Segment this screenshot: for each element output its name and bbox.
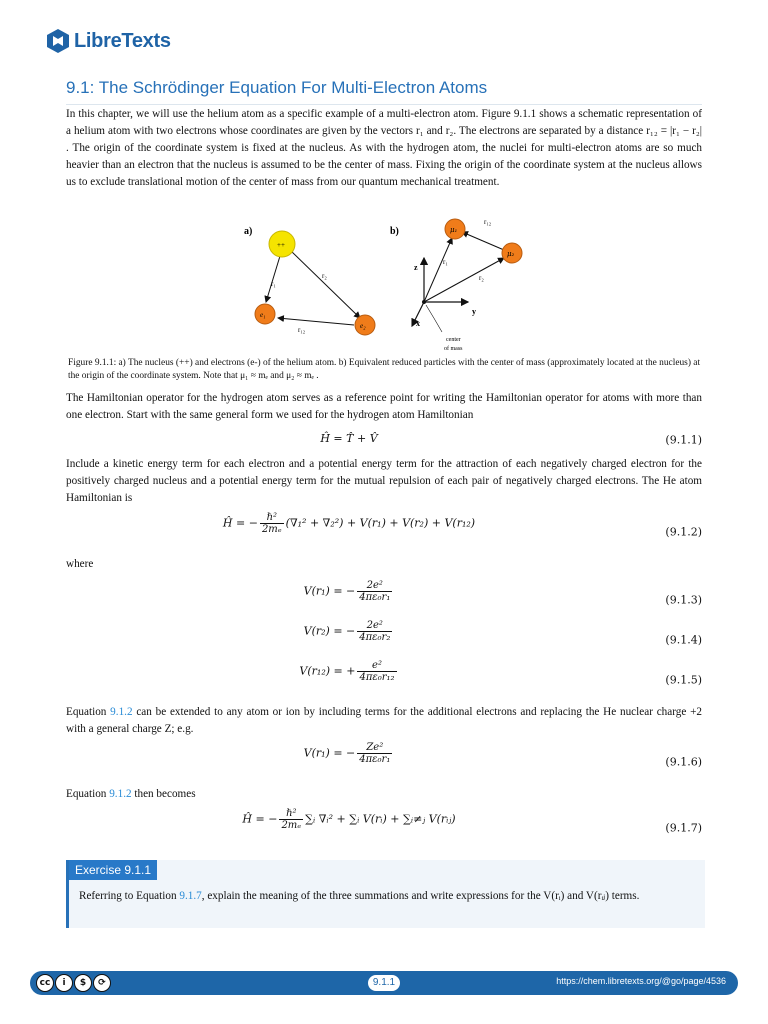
mu1-label: μ₁ bbox=[450, 226, 458, 234]
equation-link[interactable]: 9.1.2 bbox=[110, 706, 133, 718]
equation-number: (9.1.1) bbox=[665, 433, 702, 447]
denominator: 4πε₀r₁ bbox=[359, 592, 391, 603]
equation-link[interactable]: 9.1.7 bbox=[179, 890, 202, 902]
equation-number: (9.1.2) bbox=[665, 525, 702, 539]
extension-paragraph bbox=[66, 704, 702, 738]
equation-9-1-6 bbox=[66, 742, 702, 782]
equation-number: (9.1.3) bbox=[665, 593, 702, 607]
fraction bbox=[357, 660, 396, 683]
eq-rhs: (∇₁² + ∇₂²) + V(r₁) + V(r₂) + V(r₁₂) bbox=[285, 516, 476, 530]
fraction bbox=[357, 620, 392, 643]
com-label-2: of mass bbox=[444, 346, 463, 352]
logo-text: LibreTexts bbox=[74, 29, 171, 52]
center-of-mass-dot bbox=[422, 300, 426, 304]
equation-expression bbox=[66, 808, 632, 831]
intro-paragraph: In this chapter, we will use the helium atom as a specific example of a multi-electron atom. Figure 9.1.1 shows a schematic representation of a helium atom with two electrons whose coordinates are given by the vectors r₁ and r₂. The electrons are separated by a distance r₁₂ = |r₁ − r₂| . The origin of the coordinate system is fixed at the nucleus. As with the hydrogen atom, the nuclei for multi-electron atoms are so much heavier than an electron that the nucleus is assumed to be the center of mass. Fixing the origin of the coordinate system at the nucleus allows us to exclude translational motion of the center of mass from our quantum mechanical treatment. bbox=[66, 108, 702, 188]
vector-r1-b bbox=[424, 238, 452, 302]
vector-r2-a bbox=[290, 250, 360, 318]
exercise-box bbox=[66, 860, 705, 928]
eq-lhs: V(r₁) = − bbox=[303, 584, 356, 598]
numerator: 2e² bbox=[357, 580, 392, 592]
libretexts-logo-icon bbox=[46, 28, 70, 54]
text-fragment: Referring to Equation bbox=[79, 890, 180, 902]
r12-label-a: r₁₂ bbox=[298, 326, 306, 334]
axis-y-label: y bbox=[472, 307, 476, 316]
text-fragment: can be extended to any atom or ion by including terms for the additional electrons and replacing the He nuclear charge +2 with a general charge Z; e.g. bbox=[66, 706, 702, 735]
he-hamiltonian-paragraph: Include a kinetic energy term for each electron and a potential energy term for the attraction of each negatively charged electron for the positively charged nucleus and a potential energy term for the mutual repulsion of each pair of negatively charged electrons. The He atom Hamiltonian is bbox=[66, 458, 702, 504]
text-fragment: , explain the meaning of the three summations and write expressions for the V(rᵢ) and V(rᵢⱼ) terms. bbox=[201, 890, 640, 902]
where-text: where bbox=[66, 558, 94, 570]
equation-expression bbox=[66, 620, 632, 643]
denominator: 2mₑ bbox=[261, 524, 282, 535]
cc-icon: cc bbox=[36, 974, 54, 992]
page-footer bbox=[30, 971, 738, 995]
by-icon: i bbox=[55, 974, 73, 992]
equation-number: (9.1.4) bbox=[665, 633, 702, 647]
page-number: 9.1.1 bbox=[368, 975, 400, 991]
numerator: Ze² bbox=[357, 742, 392, 754]
electron-2-label: e₂ bbox=[360, 322, 366, 330]
figure-label-b: b) bbox=[390, 226, 399, 237]
equation-9-1-2 bbox=[66, 512, 702, 552]
cc-license-badge[interactable] bbox=[36, 973, 111, 993]
text-fragment: then becomes bbox=[131, 788, 196, 800]
numerator: 2e² bbox=[357, 620, 392, 632]
numerator: ℏ² bbox=[260, 512, 284, 524]
r1-label-b: r₁ bbox=[443, 258, 448, 266]
equation-expression: Ĥ = T̂ + V̂ bbox=[320, 432, 378, 445]
r2-label-b: r₂ bbox=[479, 274, 484, 282]
fraction bbox=[357, 742, 392, 765]
vector-r2-b bbox=[424, 258, 504, 302]
fraction bbox=[357, 580, 392, 603]
vector-r12-b bbox=[462, 232, 504, 250]
equation-number: (9.1.6) bbox=[665, 755, 702, 769]
center-of-mass-pointer bbox=[426, 305, 442, 332]
equation-expression bbox=[66, 512, 632, 535]
eq-lhs: V(r₁) = − bbox=[303, 746, 356, 760]
text-fragment: Equation bbox=[66, 788, 110, 800]
numerator: e² bbox=[357, 660, 396, 672]
equation-9-1-4 bbox=[66, 620, 702, 660]
exercise-text bbox=[79, 888, 691, 905]
eq-lhs: Ĥ = − bbox=[222, 516, 258, 530]
axis-z-label: z bbox=[414, 263, 418, 272]
equation-number: (9.1.5) bbox=[665, 673, 702, 687]
axis-x-label: x bbox=[416, 319, 420, 328]
equation-9-1-3 bbox=[66, 580, 702, 620]
com-label-1: center bbox=[446, 337, 461, 343]
denominator: 2mₑ bbox=[281, 820, 302, 831]
equation-expression bbox=[66, 580, 632, 603]
numerator: ℏ² bbox=[279, 808, 303, 820]
hamiltonian-intro: The Hamiltonian operator for the hydrogen atom serves as a reference point for writing the Hamiltonian operator for atoms with more than one electron. Start with the same general form we used for the hydrogen atom Hamiltonian bbox=[66, 392, 702, 421]
page-url[interactable]: https://chem.libretexts.org/@go/page/4536 bbox=[556, 976, 726, 986]
vector-r12-a bbox=[278, 318, 354, 325]
eq-lhs: Ĥ = − bbox=[242, 812, 278, 826]
electron-1-label: e₁ bbox=[260, 311, 266, 319]
r12-label-b: r₁₂ bbox=[484, 218, 492, 226]
text-fragment: Equation bbox=[66, 706, 111, 718]
eq-rhs: ∑ᵢ ∇ᵢ² + ∑ᵢ V(rᵢ) + ∑ᵢ≠ⱼ V(rᵢⱼ) bbox=[305, 812, 456, 826]
equation-link[interactable]: 9.1.2 bbox=[109, 788, 132, 800]
sa-icon: ⟳ bbox=[93, 974, 111, 992]
exercise-title[interactable]: Exercise 9.1.1 bbox=[69, 860, 157, 880]
figure-label-a: a) bbox=[244, 226, 253, 237]
libretexts-logo[interactable] bbox=[46, 28, 171, 54]
eq-lhs: V(r₂) = − bbox=[303, 624, 356, 638]
figure-caption: Figure 9.1.1: a) The nucleus (++) and electrons (e-) of the helium atom. b) Equivalent reduced particles with the center of mass (approximately located at the nucleus) at the origin of the coordinate system. Note that μ₁ ≈ mₑ and μ₂ ≈ mₑ . bbox=[68, 358, 701, 381]
helium-atom-figure bbox=[236, 214, 536, 356]
r2-label-a: r₂ bbox=[322, 272, 327, 280]
page-title: 9.1: The Schrödinger Equation For Multi-Electron Atoms bbox=[66, 78, 702, 105]
equation-9-1-1 bbox=[66, 428, 702, 452]
equation-9-1-7 bbox=[66, 808, 702, 848]
eq-lhs: V(r₁₂) = + bbox=[299, 664, 356, 678]
equation-number: (9.1.7) bbox=[665, 821, 702, 835]
fraction bbox=[279, 808, 303, 831]
denominator: 4πε₀r₁₂ bbox=[359, 672, 395, 683]
denominator: 4πε₀r₁ bbox=[359, 754, 391, 765]
fraction bbox=[260, 512, 284, 535]
equation-expression bbox=[66, 742, 632, 765]
equation-expression bbox=[66, 660, 632, 683]
denominator: 4πε₀r₂ bbox=[359, 632, 391, 643]
equation-9-1-5 bbox=[66, 660, 702, 700]
becomes-paragraph bbox=[66, 786, 702, 803]
nc-icon: $ bbox=[74, 974, 92, 992]
nucleus-label: ++ bbox=[277, 241, 285, 249]
vector-r1-a bbox=[266, 256, 280, 302]
r1-label-a: r₁ bbox=[271, 280, 276, 288]
mu2-label: μ₂ bbox=[507, 250, 515, 258]
